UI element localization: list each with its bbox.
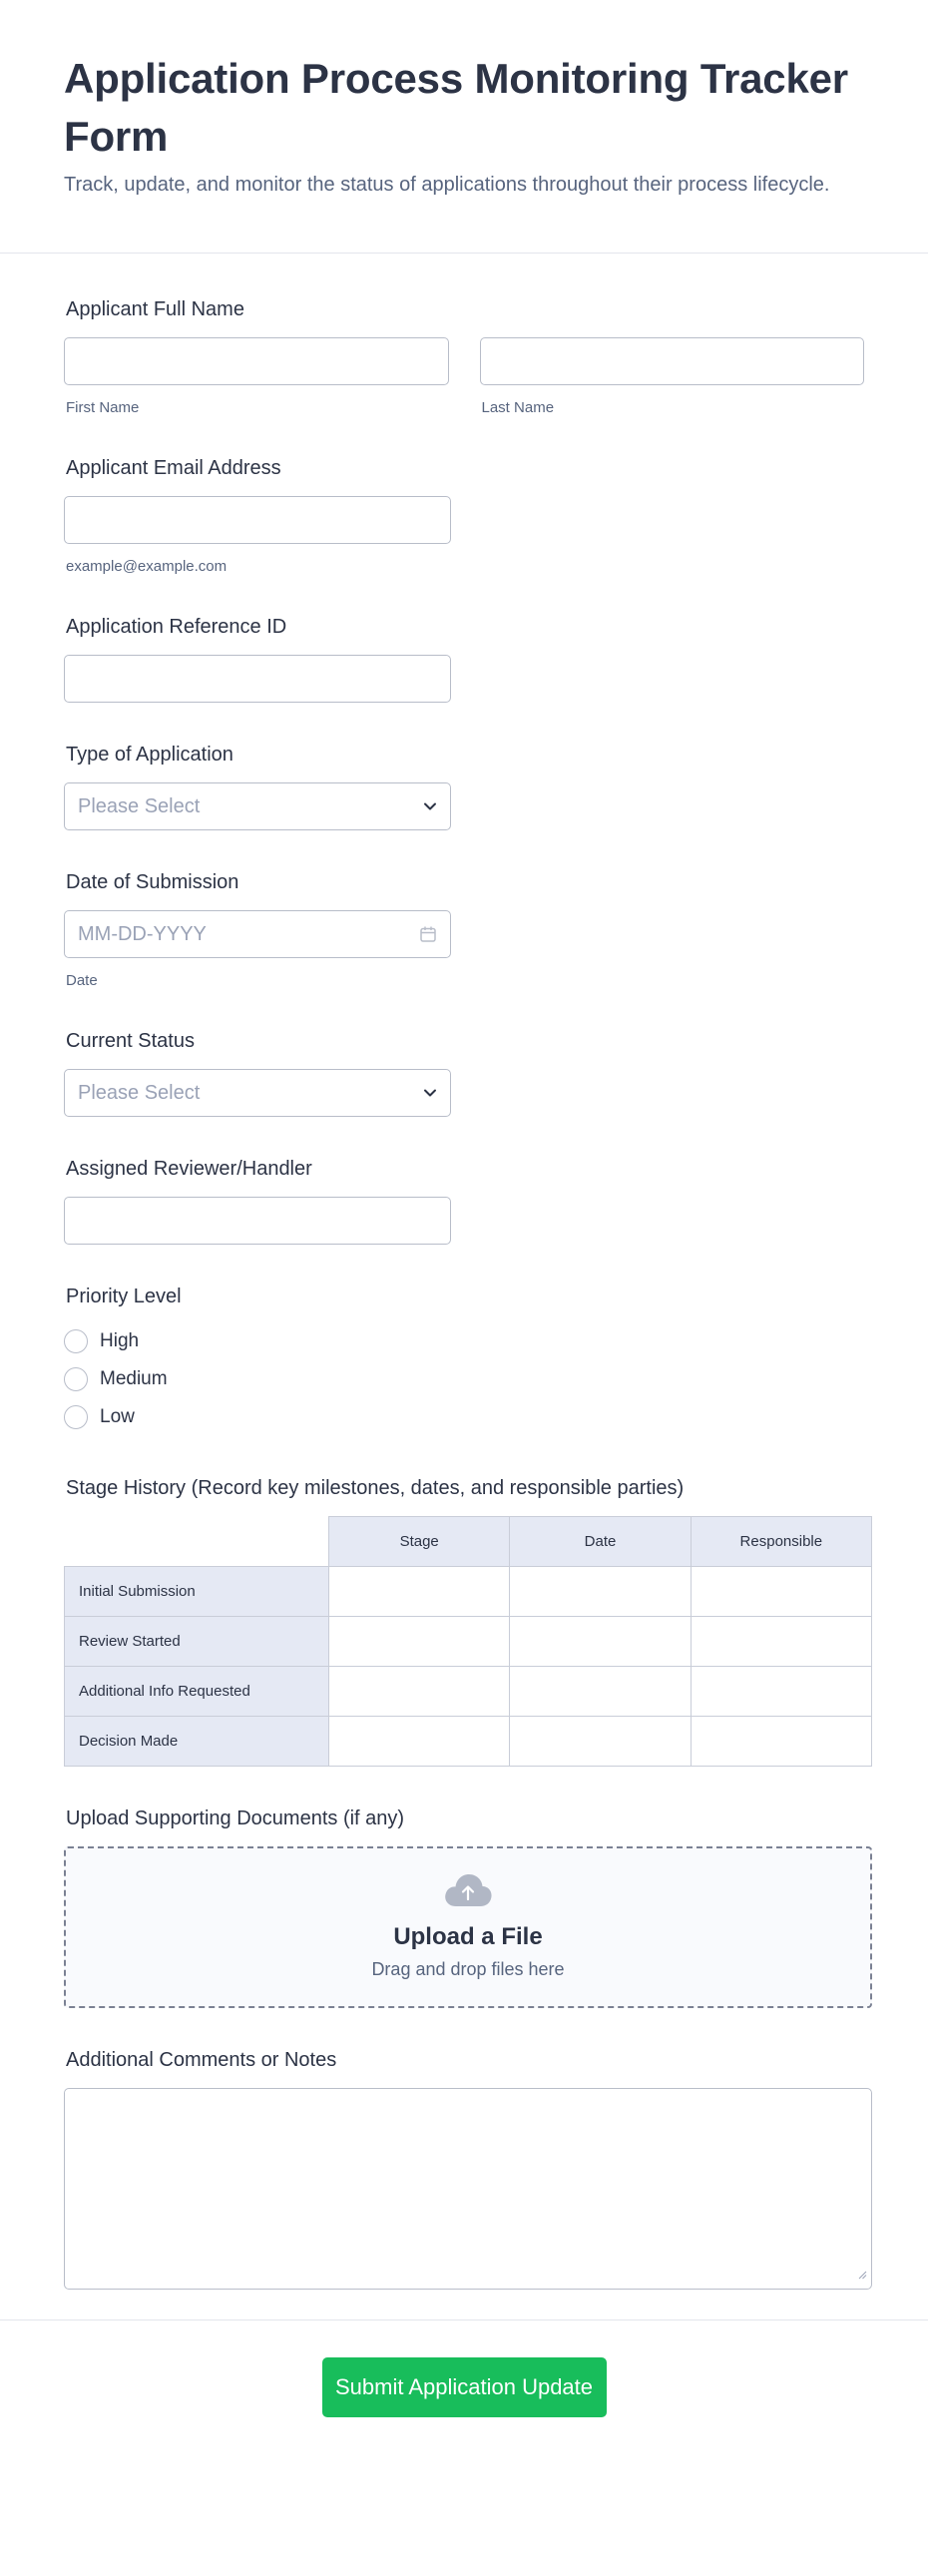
email-field bbox=[64, 456, 864, 575]
current-status-field bbox=[64, 1029, 864, 1117]
email-sublabel: example@example.com bbox=[66, 558, 228, 575]
chevron-down-icon bbox=[423, 1088, 437, 1098]
table-row bbox=[65, 1567, 872, 1617]
upload-title: Upload a File bbox=[393, 1923, 543, 1950]
first-name-sublabel: First Name bbox=[66, 399, 140, 416]
priority-option-label: Medium bbox=[100, 1368, 168, 1389]
application-type-field bbox=[64, 743, 864, 830]
application-type-label: Type of Application bbox=[66, 744, 233, 766]
table-cell-input[interactable] bbox=[510, 1617, 691, 1667]
current-status-select[interactable] bbox=[64, 1069, 451, 1117]
reference-id-input[interactable] bbox=[64, 655, 451, 703]
table-cell-input[interactable] bbox=[691, 1617, 871, 1667]
form-body bbox=[0, 254, 928, 2290]
page-subtitle: Track, update, and monitor the status of applications throughout their process lifecycle. bbox=[64, 174, 830, 196]
reviewer-label: Assigned Reviewer/Handler bbox=[66, 1158, 312, 1180]
last-name-sublabel: Last Name bbox=[481, 399, 555, 416]
file-upload-dropzone[interactable] bbox=[64, 1846, 872, 2008]
first-name-input[interactable] bbox=[64, 337, 449, 385]
priority-option-medium[interactable] bbox=[64, 1360, 864, 1398]
radio-button[interactable] bbox=[64, 1367, 88, 1391]
stage-history-table bbox=[64, 1516, 872, 1767]
table-cell-input[interactable] bbox=[510, 1667, 691, 1717]
submit-button[interactable]: Submit Application Update bbox=[322, 2357, 607, 2417]
date-placeholder: MM-DD-YYYY bbox=[78, 922, 207, 945]
table-header-row bbox=[65, 1517, 872, 1567]
table-cell-input[interactable] bbox=[510, 1717, 691, 1767]
comments-field bbox=[64, 2048, 864, 2290]
table-cell-input[interactable] bbox=[329, 1567, 510, 1617]
radio-button[interactable] bbox=[64, 1329, 88, 1353]
upload-subtitle: Drag and drop files here bbox=[371, 1959, 565, 1979]
reviewer-input[interactable] bbox=[64, 1197, 451, 1245]
full-name-label: Applicant Full Name bbox=[66, 298, 244, 320]
current-status-label: Current Status bbox=[66, 1030, 195, 1052]
last-name-input[interactable] bbox=[480, 337, 865, 385]
column-header-responsible: Responsible bbox=[691, 1517, 871, 1567]
submission-date-input[interactable] bbox=[64, 910, 451, 958]
email-label: Applicant Email Address bbox=[66, 457, 281, 479]
table-cell-input[interactable] bbox=[510, 1567, 691, 1617]
row-header: Review Started bbox=[65, 1617, 329, 1667]
application-type-placeholder: Please Select bbox=[78, 794, 201, 817]
comments-label: Additional Comments or Notes bbox=[66, 2049, 337, 2071]
priority-option-label: Low bbox=[100, 1406, 135, 1427]
column-header-stage: Stage bbox=[329, 1517, 510, 1567]
table-cell-input[interactable] bbox=[329, 1617, 510, 1667]
priority-field bbox=[64, 1285, 864, 1436]
form-footer bbox=[0, 2319, 928, 2475]
submission-date-field bbox=[64, 870, 864, 989]
row-header: Additional Info Requested bbox=[65, 1667, 329, 1717]
table-row bbox=[65, 1667, 872, 1717]
table-cell-input[interactable] bbox=[691, 1567, 871, 1617]
calendar-icon[interactable] bbox=[419, 925, 437, 943]
table-corner bbox=[65, 1517, 329, 1567]
table-cell-input[interactable] bbox=[691, 1667, 871, 1717]
table-row bbox=[65, 1617, 872, 1667]
cloud-upload-icon bbox=[443, 1872, 493, 1913]
stage-history-label: Stage History (Record key milestones, dates, and responsible parties) bbox=[66, 1477, 685, 1499]
priority-option-low[interactable] bbox=[64, 1398, 864, 1436]
full-name-field bbox=[64, 297, 864, 416]
table-cell-input[interactable] bbox=[691, 1717, 871, 1767]
upload-field bbox=[64, 1806, 864, 2008]
stage-history-field bbox=[64, 1476, 864, 1767]
priority-options bbox=[64, 1322, 864, 1436]
reference-id-field bbox=[64, 615, 864, 703]
priority-option-high[interactable] bbox=[64, 1322, 864, 1360]
table-cell-input[interactable] bbox=[329, 1667, 510, 1717]
row-header: Initial Submission bbox=[65, 1567, 329, 1617]
priority-option-label: High bbox=[100, 1330, 140, 1351]
table-cell-input[interactable] bbox=[329, 1717, 510, 1767]
form-header bbox=[0, 0, 928, 254]
application-type-select[interactable] bbox=[64, 782, 451, 830]
date-sublabel: Date bbox=[66, 972, 98, 989]
radio-button[interactable] bbox=[64, 1405, 88, 1429]
current-status-placeholder: Please Select bbox=[78, 1081, 201, 1104]
page-title: Application Process Monitoring Tracker Form bbox=[64, 55, 848, 160]
row-header: Decision Made bbox=[65, 1717, 329, 1767]
resize-handle-icon[interactable] bbox=[857, 2267, 867, 2285]
chevron-down-icon bbox=[423, 801, 437, 811]
priority-label: Priority Level bbox=[66, 1286, 182, 1307]
table-row bbox=[65, 1717, 872, 1767]
reference-id-label: Application Reference ID bbox=[66, 616, 287, 638]
reviewer-field bbox=[64, 1157, 864, 1245]
upload-label: Upload Supporting Documents (if any) bbox=[66, 1807, 405, 1829]
email-input[interactable] bbox=[64, 496, 451, 544]
submission-date-label: Date of Submission bbox=[66, 871, 239, 893]
comments-textarea[interactable] bbox=[64, 2088, 872, 2290]
column-header-date: Date bbox=[510, 1517, 691, 1567]
